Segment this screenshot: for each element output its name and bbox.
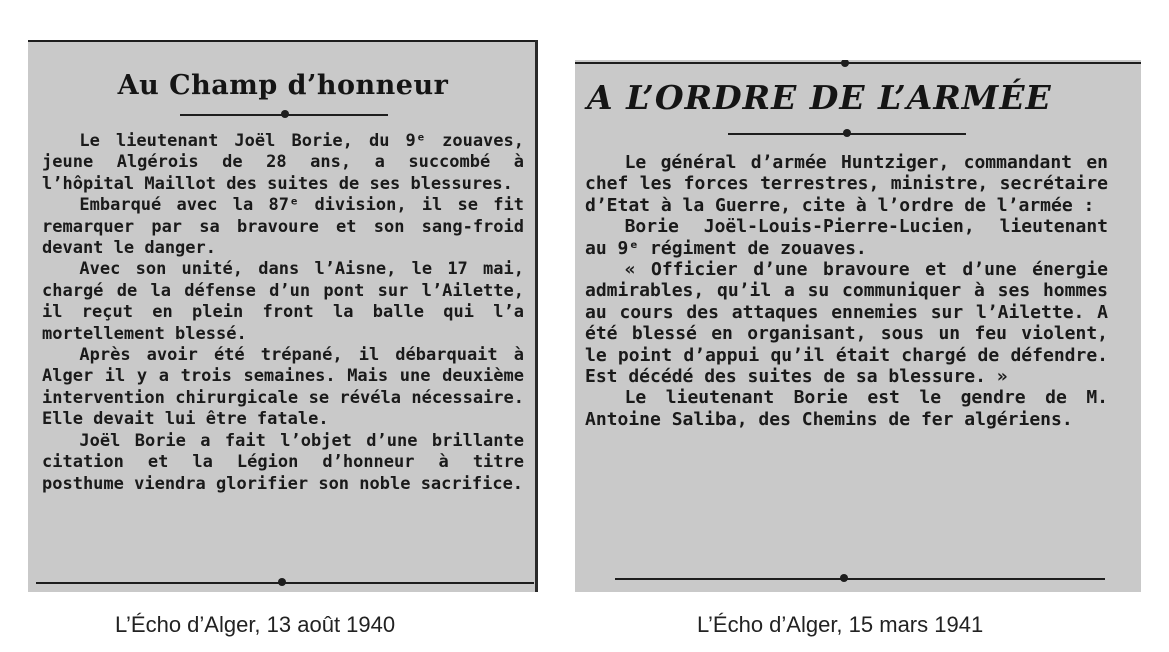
article-body xyxy=(585,152,1108,430)
top-rule xyxy=(575,62,1141,64)
article-paragraph: Joël Borie a fait l’objet d’une brillante citation et la Légion d’honneur à titre posthume viendra glorifier son noble sacrifice. xyxy=(42,430,524,494)
top-rule xyxy=(28,40,538,42)
bottom-rule xyxy=(615,578,1105,580)
article-paragraph: Le général d’armée Huntziger, commandant en chef les forces terrestres, ministre, secrétaire d’Etat à la Guerre, cite à l’ordre de l’armée : xyxy=(585,152,1108,216)
bottom-rule-dot xyxy=(278,578,286,586)
divider-dot xyxy=(281,110,289,118)
right-column-rule xyxy=(535,40,538,592)
article-body xyxy=(42,131,524,495)
divider-dot xyxy=(843,129,851,137)
top-rule-dot xyxy=(841,60,849,67)
bottom-rule-dot xyxy=(840,574,848,582)
article-paragraph: Borie Joël-Louis-Pierre-Lucien, lieutenant au 9ᵉ régiment de zouaves. xyxy=(585,216,1108,259)
caption-clipping-2: L’Écho d’Alger, 15 mars 1941 xyxy=(697,612,984,637)
newspaper-clipping-1 xyxy=(28,40,538,592)
newspaper-clipping-2 xyxy=(575,60,1141,592)
article-paragraph: Après avoir été trépané, il débarquait à Alger il y a trois semaines. Mais une deuxième intervention chirurgicale se révéla nécessaire. Elle devait lui être fatale. xyxy=(42,345,524,430)
caption-clipping-1: L’Écho d’Alger, 13 août 1940 xyxy=(115,612,396,637)
clipping-headline: A L’ORDRE DE L’ARMÉE xyxy=(587,78,1052,117)
article-paragraph: Avec son unité, dans l’Aisne, le 17 mai, chargé de la défense d’un pont sur l’Ailette, il reçut en plein front la balle qui l’a mortellement blessé. xyxy=(42,259,524,344)
article-paragraph: Le lieutenant Joël Borie, du 9ᵉ zouaves, jeune Algérois de 28 ans, a succombé à l’hôpital Maillot des suites de ses blessures. xyxy=(42,131,524,194)
clipping-headline: Au Champ d’honneur xyxy=(117,70,449,101)
article-paragraph: Le lieutenant Borie est le gendre de M. Antoine Saliba, des Chemins de fer algériens. xyxy=(585,387,1108,430)
article-paragraph: « Officier d’une bravoure et d’une énergie admirables, qu’il a su communiquer à ses hommes au cours des attaques ennemies sur l’Ailette. A été blessé en organisant, sous un feu violent, le point d’appui qu’il était chargé de défendre. Est décédé des suites de sa blessure. » xyxy=(585,259,1108,388)
article-paragraph: Embarqué avec la 87ᵉ division, il se fit remarquer par sa bravoure et son sang-froid devant le danger. xyxy=(42,195,524,259)
